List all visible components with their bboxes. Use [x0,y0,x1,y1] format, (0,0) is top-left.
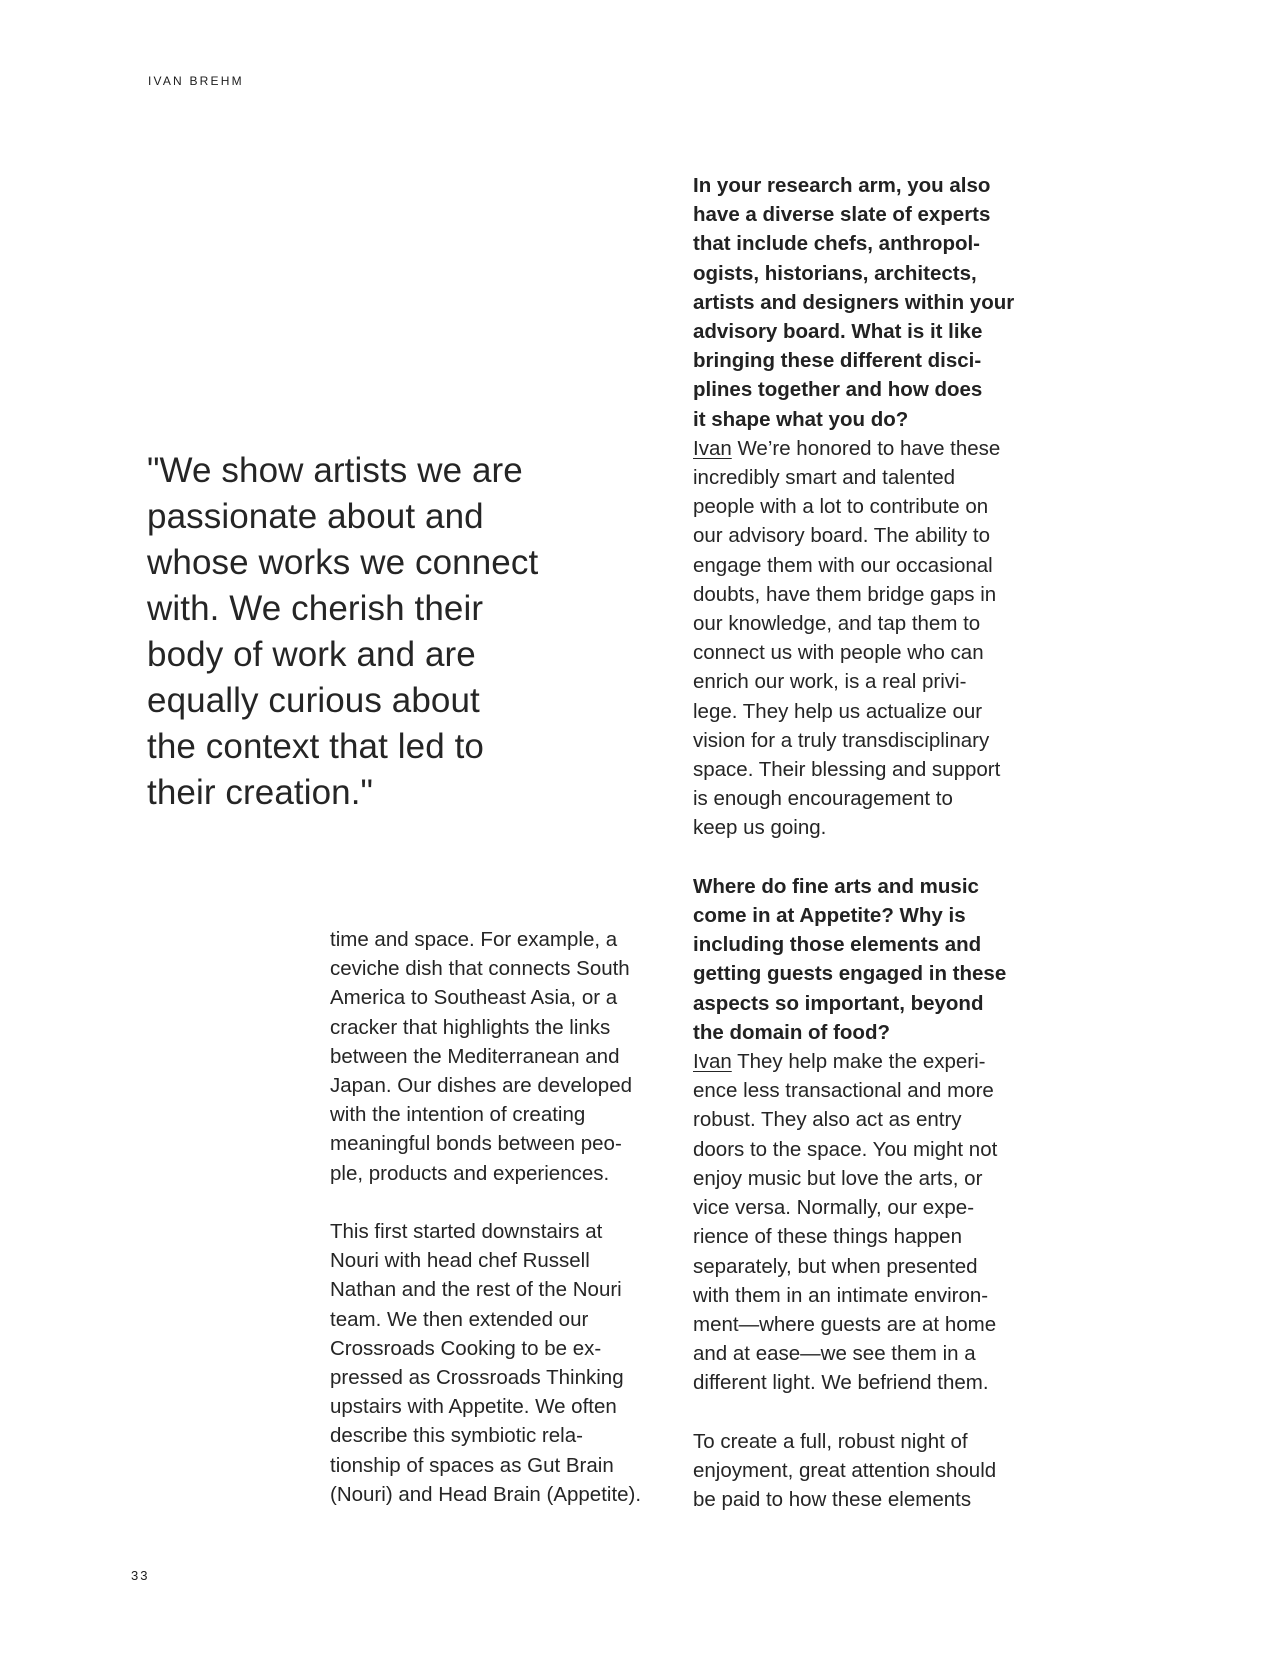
text-line: rience of these things happen [693,1225,962,1249]
text-line: vision for a truly transdisciplinary [693,728,990,752]
question-line: advisory board. What is it like [693,320,983,344]
pull-quote-line: passionate about and [147,497,484,536]
pull-quote [147,448,587,816]
text-line: doubts, have them bridge gaps in [693,582,997,606]
text-line: between the Mediterranean and [330,1044,620,1068]
text-line: lege. They help us actualize our [693,699,983,723]
text-line: doors to the space. You might not [693,1137,998,1161]
text-line: Nathan and the rest of the Nouri [330,1278,622,1302]
text-line: incredibly smart and talented [693,466,956,490]
pull-quote-line: with. We cherish their [147,589,484,628]
page-number: 33 [131,1568,150,1583]
text-line: our knowledge, and tap them to [693,612,981,636]
pull-quote-line: the context that led to [147,727,484,766]
text-line: This first started downstairs at [330,1220,603,1244]
text-line: ceviche dish that connects South [330,957,630,981]
question-line: artists and designers within your [693,290,1015,314]
body-paragraph [693,1427,1053,1515]
question-line: including those elements and [693,933,982,957]
interview-question [693,171,1053,434]
text-line: cracker that highlights the links [330,1015,611,1039]
question-line: that include chefs, anthropol- [693,232,981,256]
question-line: bringing these different disci- [693,349,982,373]
text-line: be paid to how these elements [693,1488,972,1512]
text-line: pressed as Crossroads Thinking [330,1366,624,1390]
text-line: upstairs with Appetite. We often [330,1395,617,1419]
text-line: vice versa. Normally, our expe- [693,1196,975,1220]
question-line: come in at Appetite? Why is [693,904,966,928]
text-line: is enough encouragement to [693,787,953,811]
question-line: Where do fine arts and music [693,874,979,898]
interview-answer [693,1047,1053,1397]
text-line: To create a full, robust night of [693,1429,968,1453]
body-paragraph [330,1217,670,1509]
question-line: the domain of food? [693,1020,890,1044]
text-line: Japan. Our dishes are developed [330,1074,633,1098]
question-line: ogists, historians, architects, [693,261,977,285]
text-line: team. We then extended our [330,1307,589,1331]
answer-first-line [693,1047,1053,1076]
text-line: separately, but when presented [693,1254,978,1278]
question-line: getting guests engaged in these [693,962,1007,986]
pull-quote-line: whose works we connect [147,543,539,582]
speaker-name: Ivan [693,436,732,460]
pull-quote-line: body of work and are [147,635,476,674]
pull-quote-line: "We show artists we are [147,451,523,490]
text-line: connect us with people who can [693,641,984,665]
question-line: have a diverse slate of experts [693,203,991,227]
text-line: ple, products and experiences. [330,1161,610,1185]
text-line: people with a lot to contribute on [693,495,989,519]
running-head: IVAN BREHM [148,74,244,88]
text-line: different light. We befriend them. [693,1371,989,1395]
text-line: meaningful bonds between peo- [330,1132,622,1156]
text-line: ence less transactional and more [693,1079,994,1103]
right-column [693,171,1053,1514]
text-line: with them in an intimate environ- [693,1283,989,1307]
pull-quote-line: their creation." [147,773,374,812]
text-line: ment—where guests are at home [693,1312,997,1336]
text-line: Nouri with head chef Russell [330,1249,590,1273]
answer-first-line [693,434,1053,463]
text-line: enrich our work, is a real privi- [693,670,967,694]
text-line: time and space. For example, a [330,928,618,951]
text-line: enjoy music but love the arts, or [693,1166,983,1190]
text-line: space. Their blessing and support [693,758,1001,782]
text-line: engage them with our occasional [693,553,993,577]
question-line: aspects so important, beyond [693,991,984,1015]
text-line: robust. They also act as entry [693,1108,962,1132]
middle-column [330,925,670,1509]
paragraph-gap [693,843,1053,872]
question-line: In your research arm, you also [693,174,991,197]
interview-answer [693,434,1053,843]
text-line: enjoyment, great attention should [693,1458,997,1482]
answer-text: They help make the experi- [731,1050,986,1074]
text-line: keep us going. [693,816,827,840]
text-line: Crossroads Cooking to be ex- [330,1336,602,1360]
text-line: tionship of spaces as Gut Brain [330,1453,614,1477]
text-line: describe this symbiotic rela- [330,1424,583,1448]
speaker-name: Ivan [693,1050,732,1074]
interview-question [693,872,1053,1047]
pull-quote-line: equally curious about [147,681,480,720]
question-line: plines together and how does [693,378,983,402]
body-paragraph [330,925,670,1188]
text-line: our advisory board. The ability to [693,524,991,548]
question-line: it shape what you do? [693,407,909,431]
answer-text: We’re honored to have these [731,436,1001,460]
text-line: America to Southeast Asia, or a [330,986,618,1010]
text-line: and at ease—we see them in a [693,1342,976,1366]
paragraph-gap [693,1398,1053,1427]
paragraph-gap [330,1188,670,1217]
text-line: (Nouri) and Head Brain (Appetite). [330,1482,642,1506]
text-line: with the intention of creating [330,1103,586,1127]
